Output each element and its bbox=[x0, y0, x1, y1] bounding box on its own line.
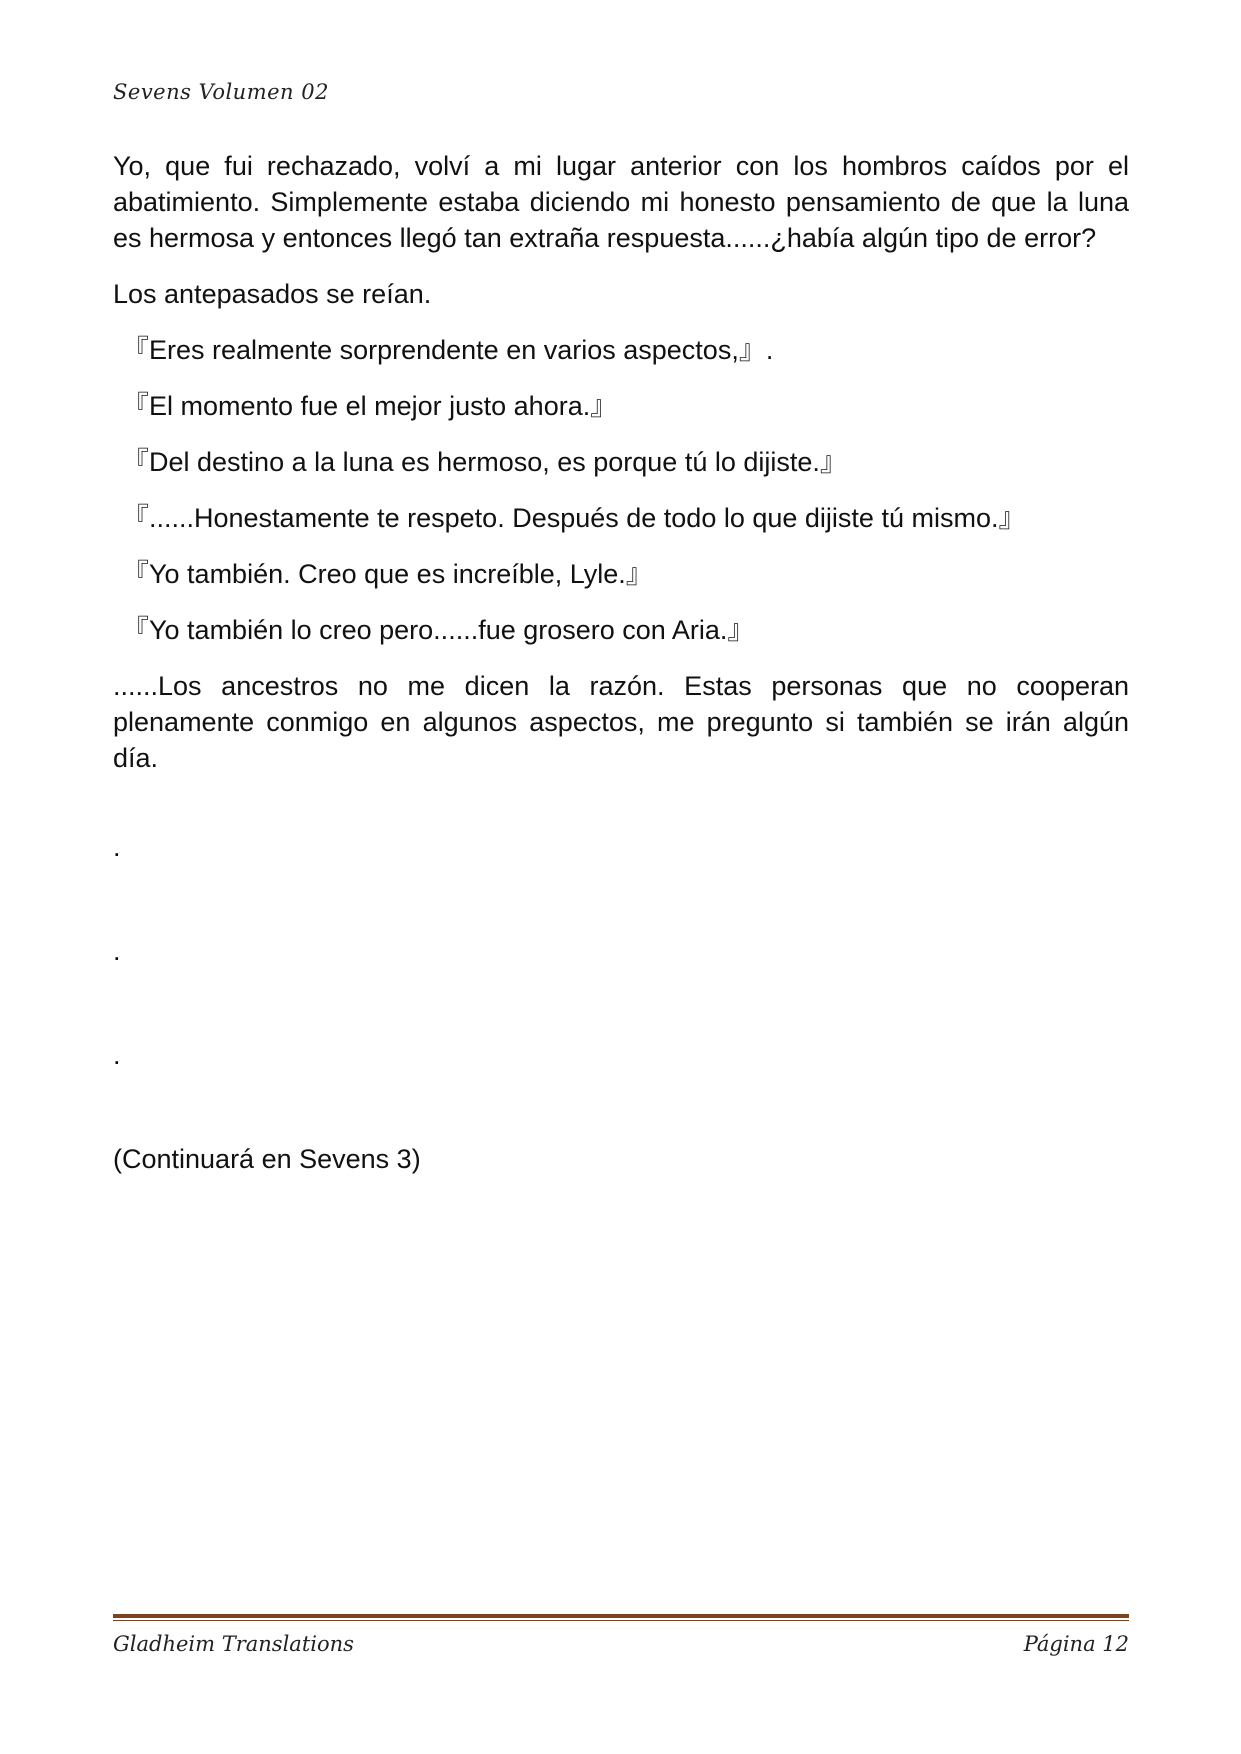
footer-rule-thin bbox=[113, 1620, 1129, 1621]
paragraph-final: ......Los ancestros no me dicen la razón. Estas personas que no cooperan plenamente conmigo en algunos aspectos, me pregunto si también se irán algún día. bbox=[113, 671, 1129, 773]
page-number: Página 12 bbox=[1023, 1632, 1129, 1656]
dialogue-line-6: 『Yo también lo creo pero......fue grosero con Aria.』 bbox=[122, 615, 755, 645]
scene-break-dot-2: . bbox=[113, 936, 121, 966]
paragraph-1: Yo, que fui rechazado, volví a mi lugar anterior con los hombros caídos por el abatimiento. Simplemente estaba diciendo mi honesto pensamiento de que la luna es hermosa y entonces llegó tan extraña respuesta......¿había algún tipo de error? bbox=[113, 151, 1129, 253]
dialogue-line-1: 『Eres realmente sorprendente en varios aspectos,』. bbox=[122, 335, 774, 365]
dialogue-line-2: 『El momento fue el mejor justo ahora.』 bbox=[122, 391, 618, 421]
footer-credit: Gladheim Translations bbox=[113, 1632, 354, 1656]
paragraph-2: Los antepasados se reían. bbox=[113, 279, 432, 309]
body-text bbox=[113, 148, 1129, 1177]
scene-break-dot-1: . bbox=[113, 832, 121, 862]
dialogue-line-3: 『Del destino a la luna es hermoso, es porque tú lo dijiste.』 bbox=[122, 447, 847, 477]
scene-break-dot-3: . bbox=[113, 1040, 121, 1070]
footer-rule bbox=[113, 1614, 1129, 1618]
continued-note: (Continuará en Sevens 3) bbox=[113, 1144, 421, 1174]
dialogue-line-4: 『......Honestamente te respeto. Después de todo lo que dijiste tú mismo.』 bbox=[122, 503, 1026, 533]
page-header: Sevens Volumen 02 bbox=[113, 80, 329, 104]
dialogue-line-5: 『Yo también. Creo que es increíble, Lyle.』 bbox=[122, 559, 653, 589]
